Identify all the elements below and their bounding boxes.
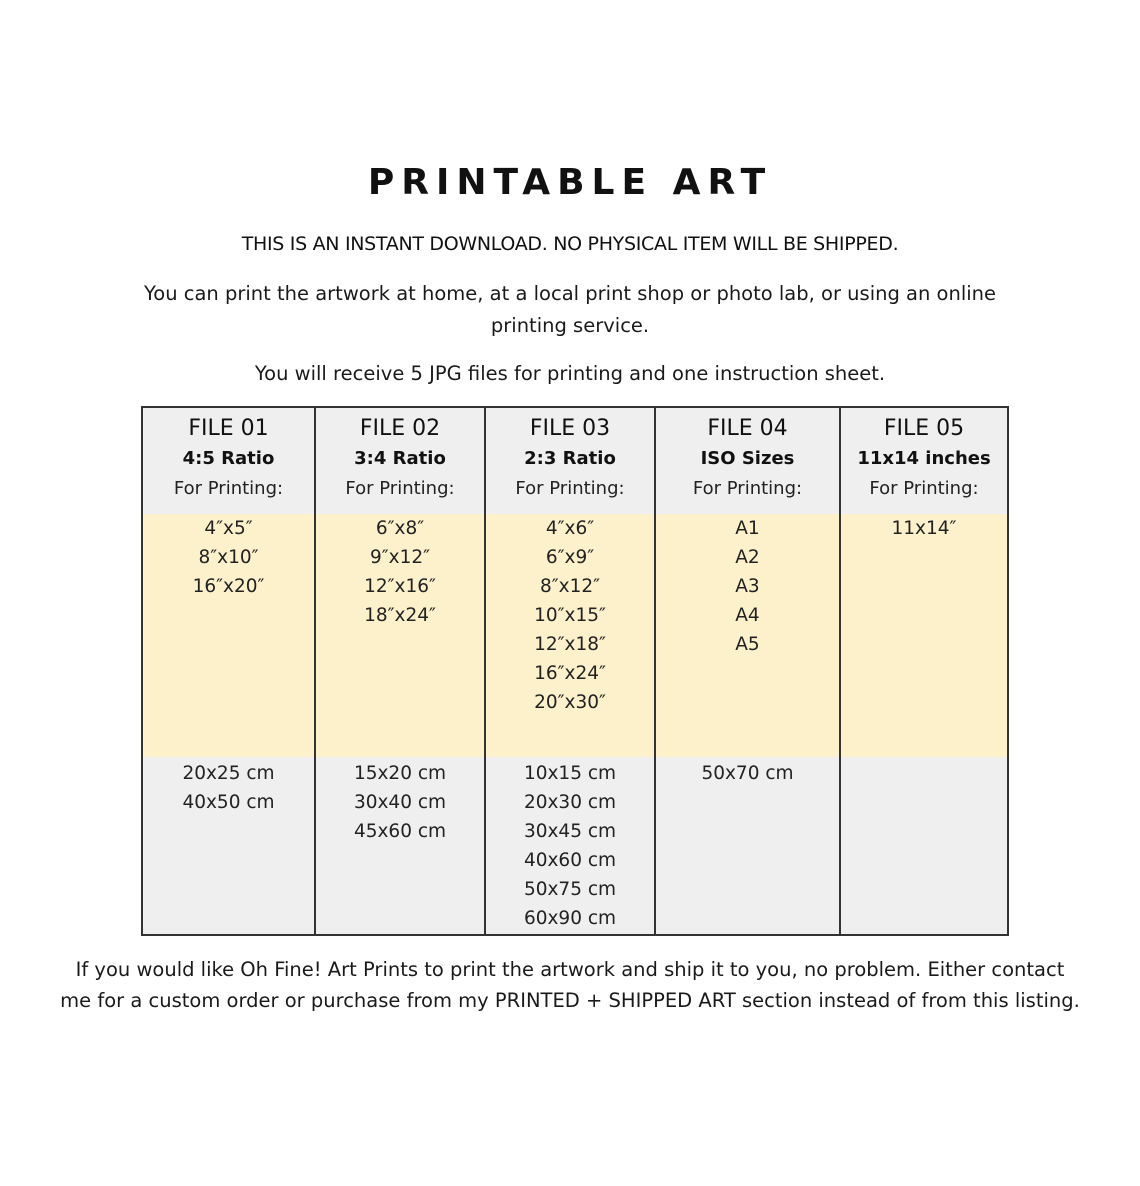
footer-text: If you would like Oh Fine! Art Prints to print the artwork and ship it to you, no problem. Either contact me for a custom order or purchase from my PRINTED + SHIPPED ART section instead of from this listing. xyxy=(60,958,1080,1012)
page-title: PRINTABLE ART xyxy=(367,162,773,203)
inch-size-list xyxy=(143,514,314,601)
size-item: 10x15 cm xyxy=(523,763,617,784)
size-item: A5 xyxy=(735,634,760,655)
inch-size-list xyxy=(656,514,839,659)
size-item: 6″x9″ xyxy=(545,547,595,568)
size-item: 4″x6″ xyxy=(545,518,595,539)
file-column xyxy=(839,408,1007,934)
file-ratio: 11x14 inches xyxy=(857,448,991,469)
cm-size-list xyxy=(486,759,654,933)
size-item: 12″x16″ xyxy=(364,576,436,597)
file-column xyxy=(143,408,314,934)
file-name: FILE 01 xyxy=(188,416,269,441)
file-column xyxy=(484,408,654,934)
inch-size-list xyxy=(486,514,654,717)
inch-sizes-band xyxy=(841,514,1007,757)
inch-size-list xyxy=(841,514,1007,543)
file-ratio: 4:5 Ratio xyxy=(182,448,275,469)
cm-size-list xyxy=(143,759,314,817)
cm-size-list xyxy=(656,759,839,788)
size-item: 9″x12″ xyxy=(369,547,431,568)
cm-sizes-band xyxy=(841,757,1007,934)
inch-size-list xyxy=(316,514,484,630)
size-item: 50x75 cm xyxy=(523,879,617,900)
file-column xyxy=(314,408,484,934)
size-item: 45x60 cm xyxy=(353,821,447,842)
size-item: 30x40 cm xyxy=(353,792,447,813)
file-column xyxy=(654,408,839,934)
size-item: A2 xyxy=(735,547,760,568)
size-item: 4″x5″ xyxy=(204,518,253,539)
size-item: 10″x15″ xyxy=(534,605,606,626)
file-name: FILE 05 xyxy=(883,416,965,441)
file-ratio: 2:3 Ratio xyxy=(524,448,616,469)
for-printing-label: For Printing: xyxy=(345,478,455,499)
size-item: 40x50 cm xyxy=(182,792,275,813)
download-notice: THIS IS AN INSTANT DOWNLOAD. NO PHYSICAL ITEM WILL BE SHIPPED. xyxy=(241,233,899,255)
size-item: 8″x10″ xyxy=(198,547,259,568)
size-item: 18″x24″ xyxy=(364,605,436,626)
size-item: 60x90 cm xyxy=(523,908,617,929)
size-item: 8″x12″ xyxy=(539,576,601,597)
file-name: FILE 04 xyxy=(707,416,788,441)
size-item: 50x70 cm xyxy=(701,763,794,784)
file-name: FILE 03 xyxy=(529,416,611,441)
size-item: 11x14″ xyxy=(891,518,957,539)
size-item: 16″x20″ xyxy=(192,576,265,597)
size-item: 12″x18″ xyxy=(534,634,606,655)
cm-size-list xyxy=(316,759,484,846)
size-item: A1 xyxy=(735,518,760,539)
for-printing-label: For Printing: xyxy=(869,478,979,499)
file-ratio: 3:4 Ratio xyxy=(354,448,446,469)
size-item: 40x60 cm xyxy=(523,850,617,871)
for-printing-label: For Printing: xyxy=(515,478,625,499)
file-size-table xyxy=(141,406,1009,936)
size-item: 20x30 cm xyxy=(523,792,617,813)
size-item: 20″x30″ xyxy=(534,692,606,713)
intro-text: You can print the artwork at home, at a local print shop or photo lab, or using an online printing service. xyxy=(143,282,997,337)
size-item: 6″x8″ xyxy=(375,518,425,539)
size-item: 30x45 cm xyxy=(523,821,617,842)
size-item: 16″x24″ xyxy=(534,663,606,684)
size-item: A4 xyxy=(735,605,760,626)
size-item: A3 xyxy=(735,576,760,597)
for-printing-label: For Printing: xyxy=(173,478,284,499)
file-name: FILE 02 xyxy=(359,416,441,441)
for-printing-label: For Printing: xyxy=(692,478,803,499)
file-ratio: ISO Sizes xyxy=(700,448,795,469)
size-item: 15x20 cm xyxy=(353,763,447,784)
size-item: 20x25 cm xyxy=(182,763,275,784)
receive-text: You will receive 5 JPG files for printing and one instruction sheet. xyxy=(254,362,886,385)
